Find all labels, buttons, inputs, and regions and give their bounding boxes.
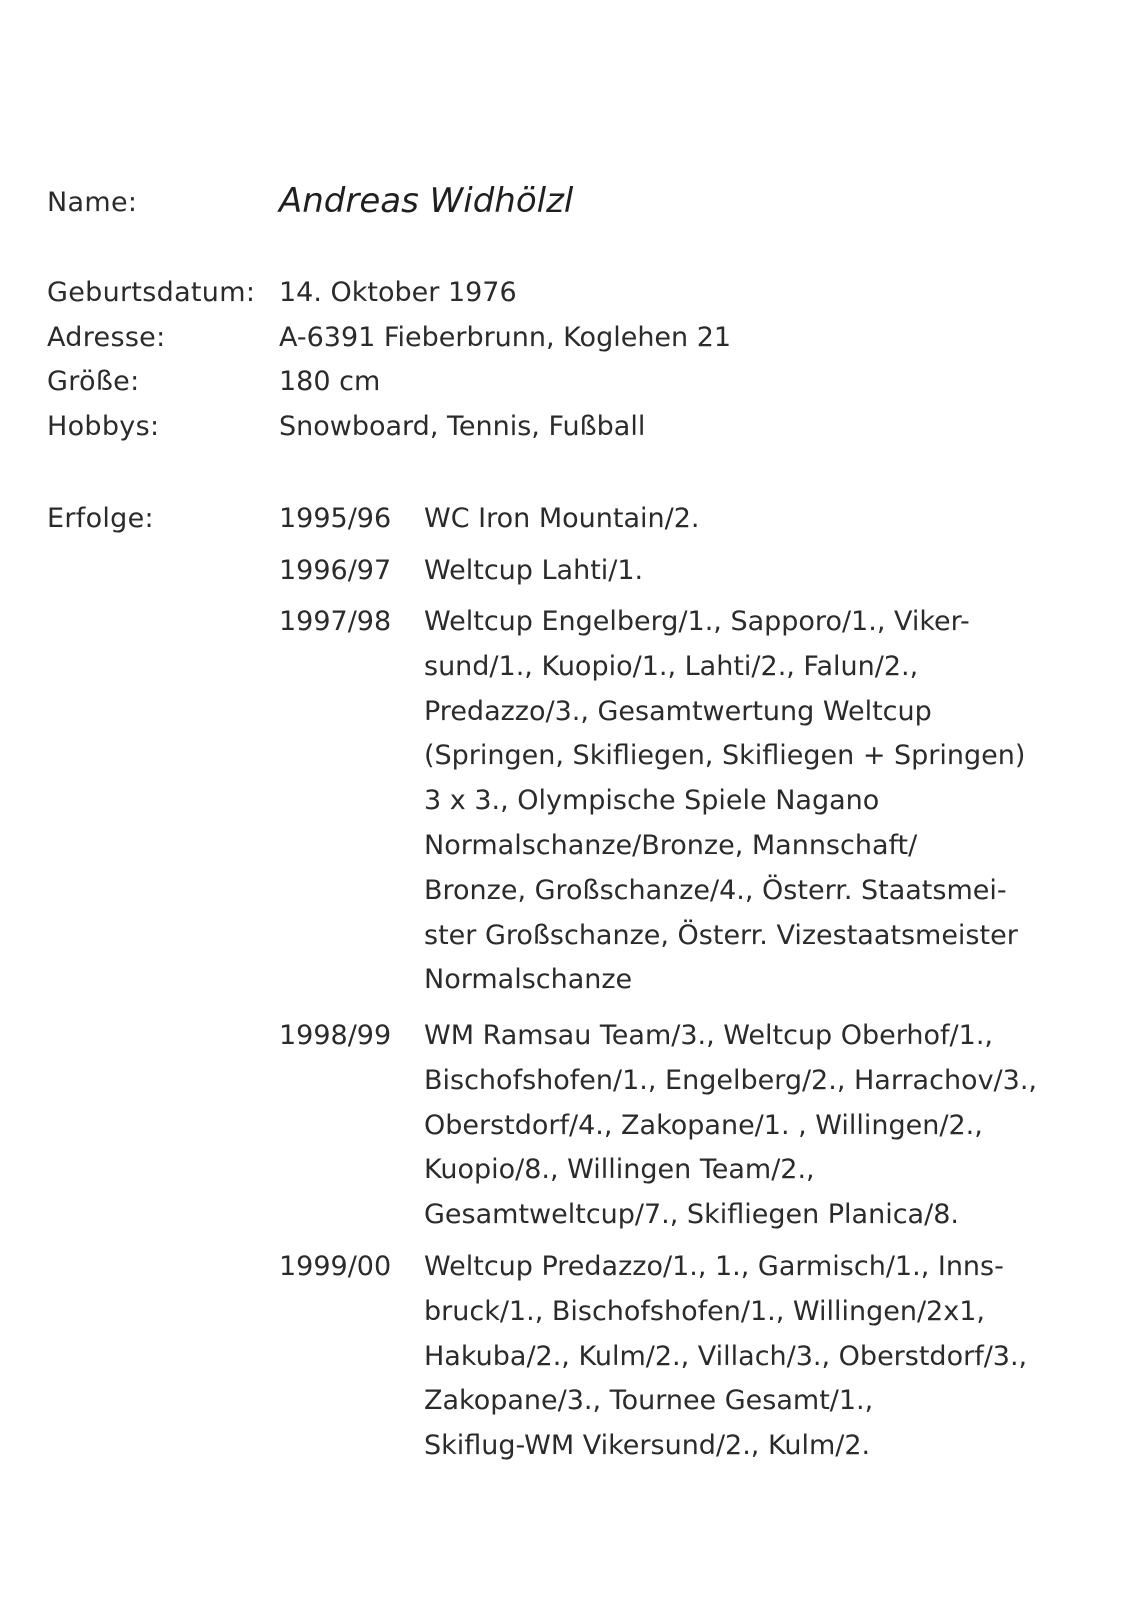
season-year: 1999/00 xyxy=(279,1251,392,1282)
address-label: Adresse: xyxy=(47,322,166,353)
season-results xyxy=(424,1014,1064,1238)
season-results xyxy=(424,1245,1064,1469)
result-line: Oberstdorf/4., Zakopane/1. , Willingen/2., xyxy=(424,1109,983,1141)
result-line: Weltcup Lahti/1. xyxy=(424,555,644,586)
result-line: (Springen, Skifliegen, Skifliegen + Springen) xyxy=(424,740,1026,772)
season-results xyxy=(424,497,1064,542)
hobbies-label: Hobbys: xyxy=(47,411,160,442)
season-results xyxy=(424,600,1064,1003)
success-label: Erfolge: xyxy=(47,503,154,534)
result-line: Normalschanze xyxy=(424,964,633,996)
result-line: WC Iron Mountain/2. xyxy=(424,503,700,534)
birth-value: 14. Oktober 1976 xyxy=(279,277,517,308)
result-line: Normalschanze/Bronze, Mannschaft/ xyxy=(424,829,918,861)
result-line: Bronze, Großschanze/4., Österr. Staatsmei- xyxy=(424,874,1007,906)
result-line: Predazzo/3., Gesamtwertung Weltcup xyxy=(424,695,932,727)
name-label: Name: xyxy=(47,187,138,218)
result-line: WM Ramsau Team/3., Weltcup Oberhof/1., xyxy=(424,1020,993,1051)
result-line: Gesamtweltcup/7., Skifliegen Planica/8. xyxy=(424,1199,959,1231)
hobbies-value: Snowboard, Tennis, Fußball xyxy=(279,411,646,442)
result-line: Weltcup Predazzo/1., 1., Garmisch/1., Inns- xyxy=(424,1251,1004,1282)
result-line: ster Großschanze, Österr. Vizestaatsmeister xyxy=(424,919,1018,951)
birth-label: Geburtsdatum: xyxy=(47,277,256,308)
season-results xyxy=(424,549,1064,594)
result-line: Weltcup Engelberg/1., Sapporo/1., Viker- xyxy=(424,606,970,637)
season-year: 1996/97 xyxy=(279,555,392,586)
season-year: 1998/99 xyxy=(279,1020,392,1051)
athlete-name: Andreas Widhölzl xyxy=(279,181,574,221)
result-line: Bischofshofen/1., Engelberg/2., Harrachov/3., xyxy=(424,1064,1037,1096)
result-line: Kuopio/8., Willingen Team/2., xyxy=(424,1154,815,1186)
result-line: 3 x 3., Olympische Spiele Nagano xyxy=(424,785,880,817)
result-line: Zakopane/3., Tournee Gesamt/1., xyxy=(424,1385,874,1417)
height-label: Größe: xyxy=(47,366,140,397)
result-line: Skiflug-WM Vikersund/2., Kulm/2. xyxy=(424,1430,871,1462)
address-value: A-6391 Fieberbrunn, Koglehen 21 xyxy=(279,322,732,353)
season-year: 1997/98 xyxy=(279,606,392,637)
height-value: 180 cm xyxy=(279,366,381,397)
result-line: bruck/1., Bischofshofen/1., Willingen/2x1, xyxy=(424,1295,985,1327)
season-year: 1995/96 xyxy=(279,503,392,534)
result-line: Hakuba/2., Kulm/2., Villach/3., Oberstdorf/3., xyxy=(424,1340,1028,1372)
result-line: sund/1., Kuopio/1., Lahti/2., Falun/2., xyxy=(424,650,919,682)
